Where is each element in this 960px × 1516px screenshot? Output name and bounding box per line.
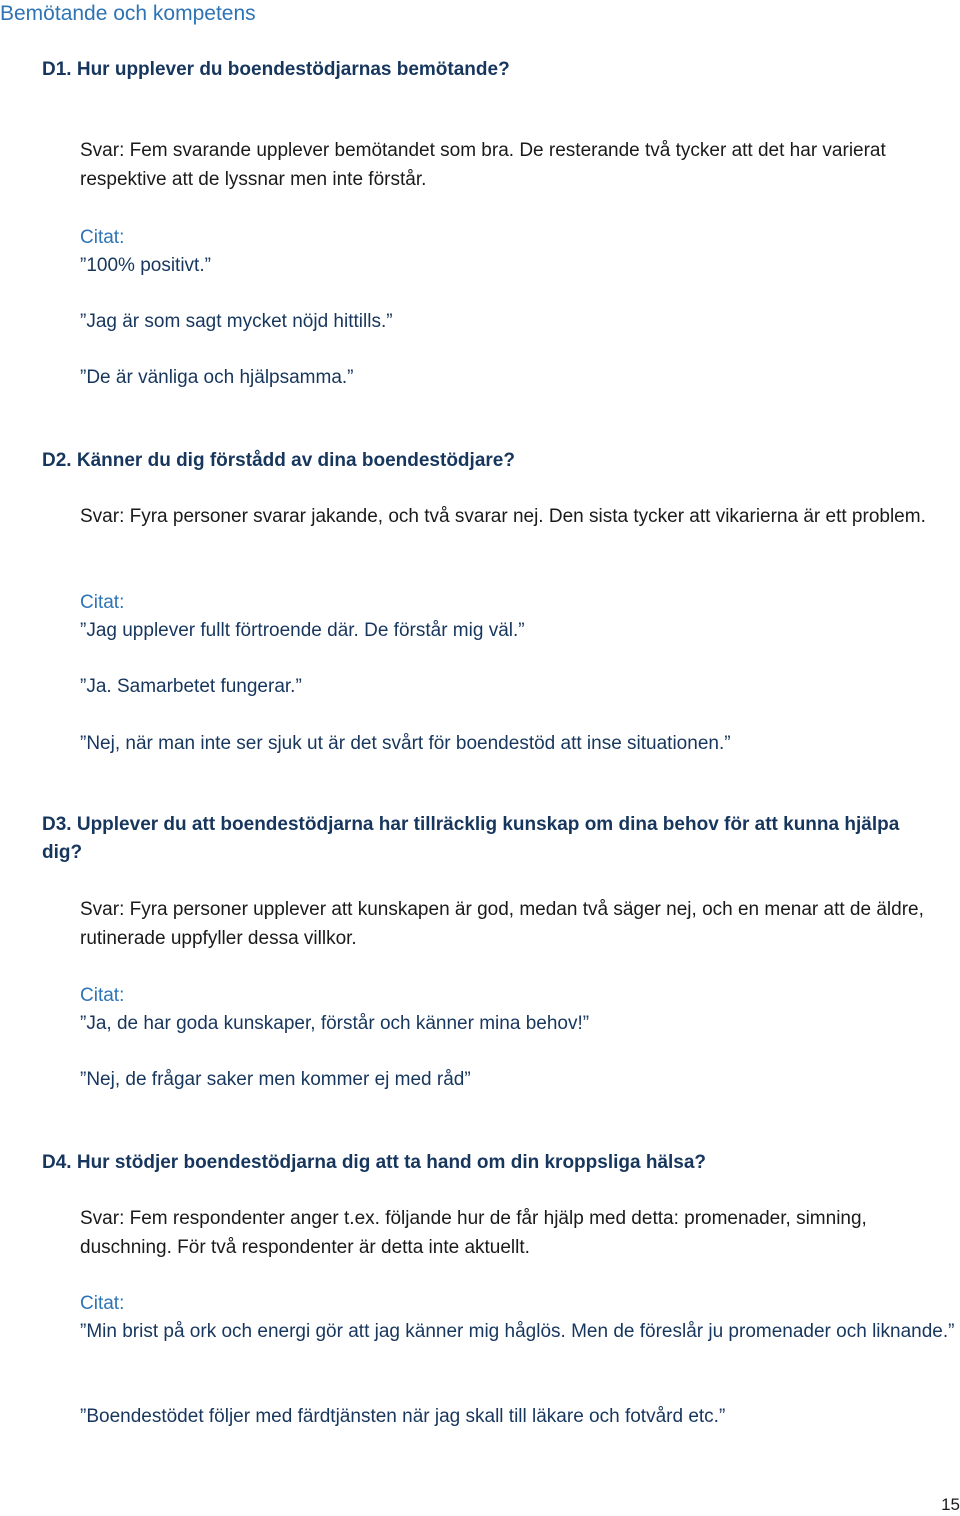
- quote-d2-3: ”Nej, när man inte ser sjuk ut är det svårt för boendestöd att inse situationen.”: [80, 733, 731, 754]
- answer-d2: Svar: Fyra personer svarar jakande, och två svarar nej. Den sista tycker att vikarierna är ett problem.: [80, 506, 926, 527]
- answer-d3: Svar: Fyra personer upplever att kunskapen är god, medan två säger nej, och en menar att de äldre, rutinerade uppfyller dessa villkor.: [80, 899, 924, 949]
- page-number: 15: [941, 1495, 960, 1514]
- quote-d3-1: ”Ja, de har goda kunskaper, förstår och känner mina behov!”: [80, 1013, 590, 1034]
- quote-d1-3: ”De är vänliga och hjälpsamma.”: [80, 367, 354, 388]
- citat-label-d1: Citat:: [80, 227, 125, 248]
- question-d3: D3. Upplever du att boendestödjarna har tillräcklig kunskap om dina behov för att kunna hjälpa dig?: [42, 814, 900, 863]
- question-d2: D2. Känner du dig förstådd av dina boendestödjare?: [42, 450, 515, 471]
- quote-d2-2: ”Ja. Samarbetet fungerar.”: [80, 676, 302, 697]
- question-d1: D1. Hur upplever du boendestödjarnas bemötande?: [42, 59, 510, 80]
- section-heading: Bemötande och kompetens: [0, 2, 256, 25]
- citat-label-d2: Citat:: [80, 592, 125, 613]
- answer-d1: Svar: Fem svarande upplever bemötandet som bra. De resterande två tycker att det har varierat respektive att de lyssnar men inte förstår.: [80, 140, 886, 190]
- answer-d4: Svar: Fem respondenter anger t.ex. följande hur de får hjälp med detta: promenader, simning, duschning. För två respondenter är detta inte aktuellt.: [80, 1208, 867, 1258]
- quote-d4-2: ”Boendestödet följer med färdtjänsten när jag skall till läkare och fotvård etc.”: [80, 1406, 726, 1427]
- quote-d2-1: ”Jag upplever fullt förtroende där. De förstår mig väl.”: [80, 620, 525, 641]
- citat-label-d4: Citat:: [80, 1293, 125, 1314]
- quote-d1-1: ”100% positivt.”: [80, 255, 211, 276]
- question-d4: D4. Hur stödjer boendestödjarna dig att ta hand om din kroppsliga hälsa?: [42, 1152, 707, 1173]
- citat-label-d3: Citat:: [80, 985, 125, 1006]
- quote-d3-2: ”Nej, de frågar saker men kommer ej med råd”: [80, 1069, 471, 1090]
- quote-d4-1: ”Min brist på ork och energi gör att jag känner mig håglös. Men de föreslår ju promenader och liknande.”: [80, 1321, 955, 1342]
- quote-d1-2: ”Jag är som sagt mycket nöjd hittills.”: [80, 311, 393, 332]
